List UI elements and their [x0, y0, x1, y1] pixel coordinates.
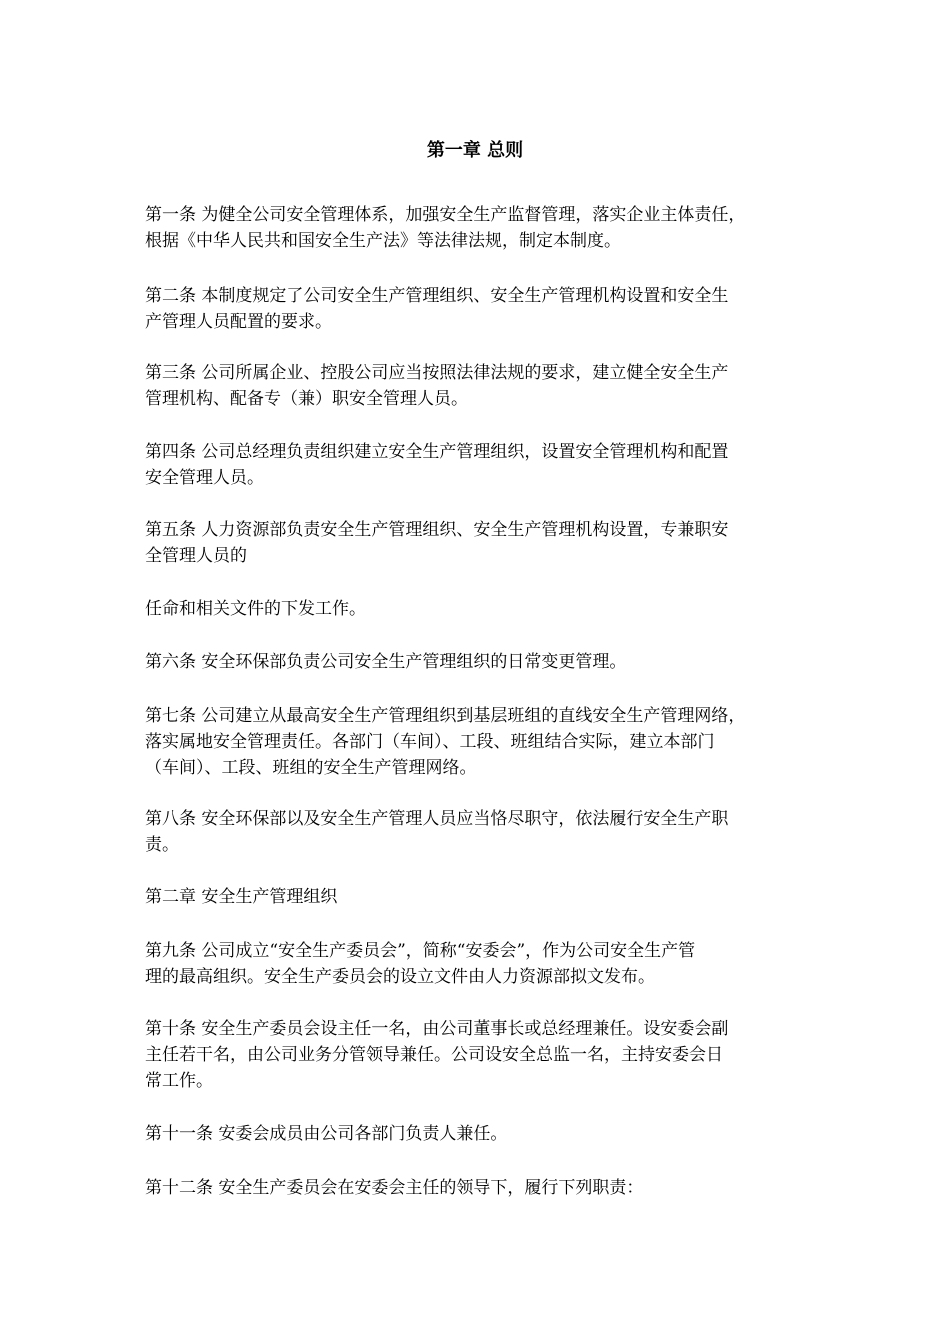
text-line: 第二章 安全生产管理组织	[145, 887, 338, 907]
text-line: 第十二条 安全生产委员会在安委会主任的领导下，履行下列职责：	[145, 1178, 644, 1198]
article-12	[145, 1175, 817, 1201]
text-line: 管理机构、配备专（兼）职安全管理人员。	[145, 389, 468, 409]
article-6	[145, 649, 817, 675]
article-4	[145, 439, 817, 491]
text-line: 第九条 公司成立“安全生产委员会”，简称“安委会”，作为公司安全生产管	[145, 941, 696, 961]
text-line: 第十条 安全生产委员会设主任一名，由公司董事长或总经理兼任。设安委会副	[145, 1019, 729, 1039]
chapter-2-heading	[145, 884, 817, 910]
text-line: 任命和相关文件的下发工作。	[145, 599, 366, 619]
article-10	[145, 1016, 817, 1094]
article-11	[145, 1121, 817, 1147]
chapter-title: 第一章 总则	[426, 140, 524, 161]
article-7	[145, 703, 817, 781]
text-line: 常工作。	[145, 1071, 213, 1091]
text-line: 安全管理人员。	[145, 468, 264, 488]
article-5	[145, 517, 817, 569]
text-line: 第四条 公司总经理负责组织建立安全生产管理组织，设置安全管理机构和配置	[145, 442, 729, 462]
article-8	[145, 806, 817, 858]
text-line: 理的最高组织。安全生产委员会的设立文件由人力资源部拟文发布。	[145, 967, 655, 987]
text-line: 第五条 人力资源部负责安全生产管理组织、安全生产管理机构设置，专兼职安	[145, 520, 729, 540]
article-9	[145, 938, 817, 990]
text-line: 第一条 为健全公司安全管理体系，加强安全生产监督管理，落实企业主体责任，	[145, 205, 746, 225]
text-line: 落实属地安全管理责任。各部门（车间）、工段、班组结合实际，建立本部门	[145, 732, 715, 752]
text-line: 第八条 安全环保部以及安全生产管理人员应当恪尽职守，依法履行安全生产职	[145, 809, 729, 829]
text-line: 全管理人员的	[145, 546, 247, 566]
text-line: 根据《中华人民共和国安全生产法》等法律法规，制定本制度。	[145, 231, 621, 251]
text-line: 第二条 本制度规定了公司安全生产管理组织、安全生产管理机构设置和安全生	[145, 286, 729, 306]
text-line: 责。	[145, 835, 179, 855]
text-line: 第三条 公司所属企业、控股公司应当按照法律法规的要求，建立健全安全生产	[145, 363, 729, 383]
text-line: 产管理人员配置的要求。	[145, 312, 332, 332]
article-2	[145, 283, 817, 335]
text-line: 主任若干名，由公司业务分管领导兼任。公司设安全总监一名，主持安委会日	[145, 1045, 723, 1065]
text-line: 第六条 安全环保部负责公司安全生产管理组织的日常变更管理。	[145, 652, 627, 672]
text-line: 第十一条 安委会成员由公司各部门负责人兼任。	[145, 1124, 508, 1144]
text-line: （车间）、工段、班组的安全生产管理网络。	[145, 758, 477, 778]
article-1	[145, 202, 817, 254]
article-5-continuation	[145, 596, 817, 622]
text-line: 第七条 公司建立从最高安全生产管理组织到基层班组的直线安全生产管理网络，	[145, 706, 746, 726]
article-3	[145, 360, 817, 412]
